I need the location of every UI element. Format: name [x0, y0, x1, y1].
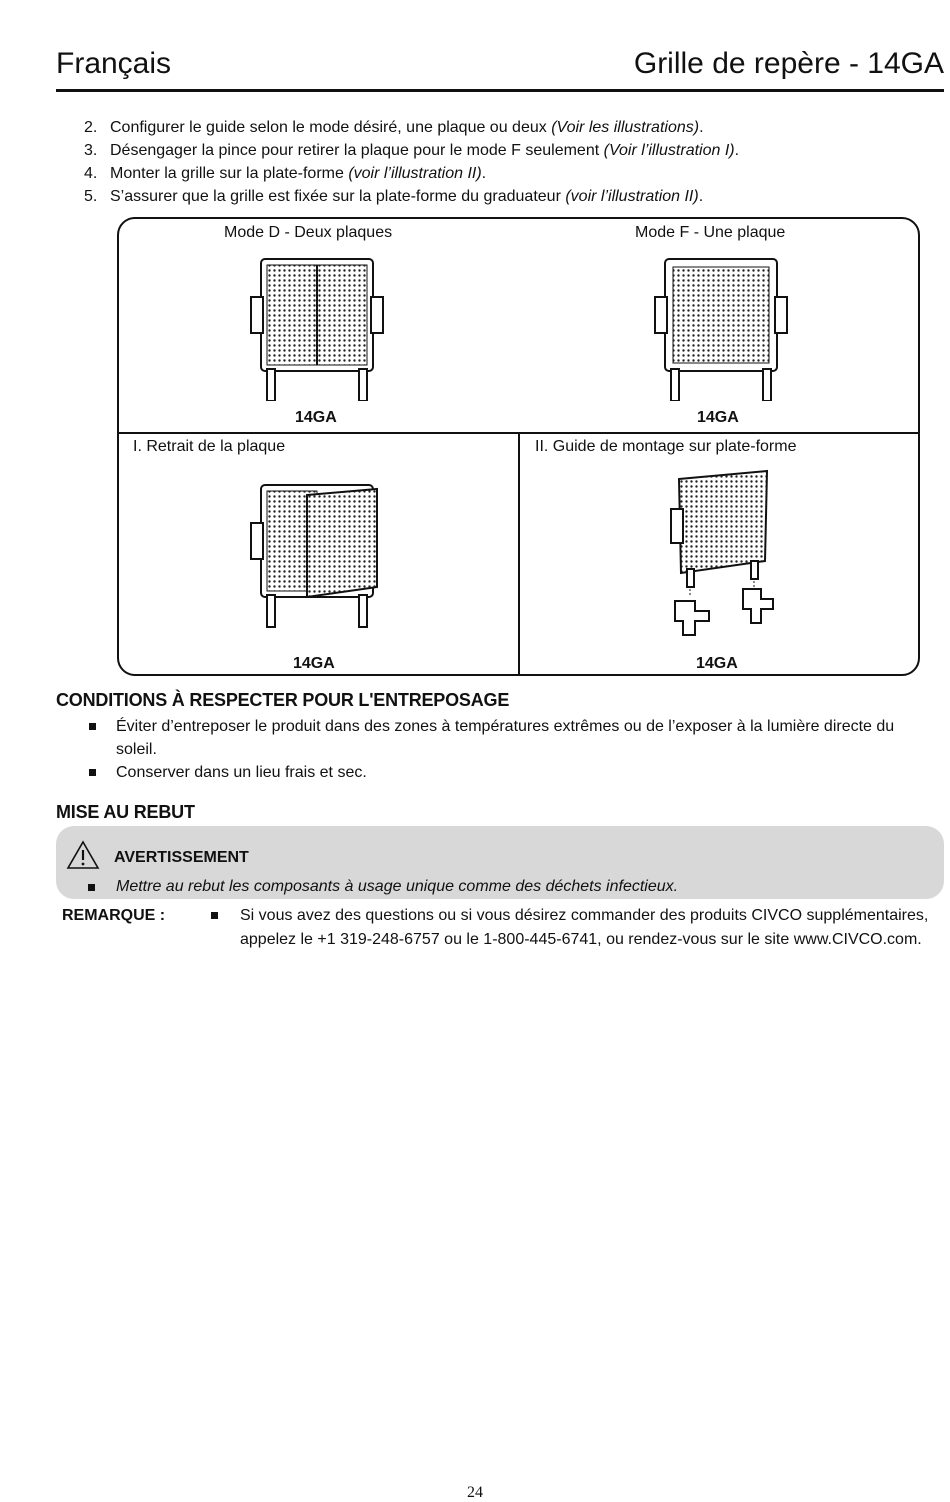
- step-number: 2.: [84, 119, 98, 136]
- bullet-square-icon: [89, 769, 96, 776]
- instruction-steps: [84, 116, 739, 208]
- step-end: .: [699, 119, 704, 136]
- step-end: .: [481, 165, 487, 182]
- mode-d-title: Mode D - Deux plaques: [224, 224, 393, 241]
- mode-f-title: Mode F - Une plaque: [635, 224, 786, 241]
- note-label: REMARQUE :: [62, 907, 166, 924]
- model-label-bottom-left: 14GA: [293, 655, 335, 672]
- step-number: 4.: [84, 165, 98, 182]
- bullet-square-icon: [211, 912, 218, 919]
- step-text: S’assurer que la grille est fixée sur la plate-forme du graduateur: [110, 188, 566, 205]
- note-text: Si vous avez des questions ou si vous désirez commander des produits CIVCO supplémentaires, appelez le +1 319-248-6757 ou le 1-800-445-6741, ou rendez-vous sur le site www.CIVCO.com.: [240, 907, 929, 948]
- page-number: 24: [467, 1484, 483, 1501]
- step-reference: (voir l’illustration II): [565, 188, 699, 205]
- model-label-top-left: 14GA: [295, 409, 337, 426]
- list-item-text: Éviter d’entreposer le produit dans des zones à températures extrêmes ou de l’exposer à la lumière directe du soleil.: [116, 718, 895, 758]
- step-reference: (voir l’illustration II): [348, 165, 482, 182]
- disposal-heading: MISE AU REBUT: [56, 802, 195, 822]
- warning-title: AVERTISSEMENT: [114, 849, 249, 866]
- step-item: [84, 185, 739, 208]
- model-label-top-right: 14GA: [697, 409, 739, 426]
- step-item: [84, 162, 739, 185]
- figure-divider-vertical: [518, 433, 520, 676]
- list-item-text: Conserver dans un lieu frais et sec.: [116, 764, 367, 781]
- warning-triangle-icon: [66, 840, 100, 870]
- step-text: Monter la grille sur la plate-forme: [110, 165, 349, 182]
- step-number: 5.: [84, 188, 98, 205]
- warning-box: [56, 826, 944, 899]
- list-item: [86, 761, 934, 784]
- step-end: .: [734, 142, 740, 159]
- step-item: [84, 116, 739, 139]
- step-item: [84, 139, 739, 162]
- language-title: Français: [56, 47, 172, 80]
- plate-removal-title: I. Retrait de la plaque: [133, 438, 286, 455]
- bullet-square-icon: [88, 884, 95, 891]
- page-header: [56, 44, 944, 84]
- step-text: Désengager la pince pour retirer la plaque pour le mode F seulement: [110, 142, 604, 159]
- grid-device-two-plates-illustration: [247, 253, 387, 401]
- bullet-square-icon: [89, 723, 96, 730]
- model-label-bottom-right: 14GA: [696, 655, 738, 672]
- illustration-box: [117, 217, 920, 676]
- platform-mount-illustration: [659, 469, 789, 649]
- step-end: .: [698, 188, 704, 205]
- step-text: Configurer le guide selon le mode désiré, une plaque ou deux: [110, 119, 552, 136]
- warning-text-content: Mettre au rebut les composants à usage unique comme des déchets infectieux.: [116, 878, 679, 895]
- step-number: 3.: [84, 142, 98, 159]
- storage-list: [86, 715, 934, 784]
- platform-mount-title: II. Guide de montage sur plate-forme: [535, 438, 797, 455]
- document-title: Grille de repère - 14GA: [633, 47, 944, 80]
- header-rule: [56, 89, 944, 92]
- step-reference: (Voir l’illustration I): [603, 142, 735, 159]
- plate-removal-illustration: [247, 479, 387, 629]
- list-item: [86, 715, 934, 761]
- storage-heading: CONDITIONS À RESPECTER POUR L'ENTREPOSAGE: [56, 690, 510, 710]
- grid-device-one-plate-illustration: [651, 253, 791, 401]
- step-reference: (Voir les illustrations): [551, 119, 700, 136]
- warning-text: [116, 877, 678, 897]
